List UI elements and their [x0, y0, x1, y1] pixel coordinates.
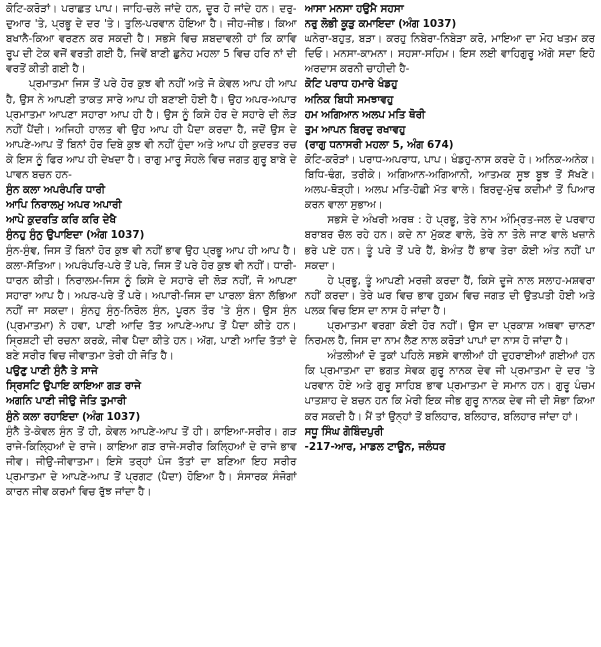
body-paragraph: ਸੁੰਨ-ਸੁੰਞ, ਜਿਸ ਤੋਂ ਬਿਨਾਂ ਹੋਰ ਕੁਝ ਵੀ ਨਹੀਂ ਭਾਵ ਉਹ ਪ੍ਰਭੂ ਆਪ ਹੀ ਆਪ ਹੈ। ਕਲਾ-ਸੱਤਿਆ। ਅਪਰੰਪਰਿ-ਪਰੇ ਤੋਂ ਪਰੇ, ਜਿਸ ਤੋਂ ਪਰੇ ਹੋਰ ਕੁਝ ਵੀ ਨਹੀਂ। ਧਾਰੀ-ਧਾਰਨ ਕੀਤੀ। ਨਿਰਾਲਮ-ਜਿਸ ਨੂੰ ਕਿਸੇ ਦੇ ਸਹਾਰੇ ਦੀ ਲੋੜ ਨਹੀਂ, ਜੋ ਆਪਣਾ ਸਹਾਰਾ ਆਪ ਹੈ। ਅਪਰ-ਪਰੇ ਤੋਂ ਪਰੇ। ਅਪਾਰੀ-ਜਿਸ ਦਾ ਪਾਰਲਾ ਬੰਨਾ ਲੱਭਿਆ ਨਹੀਂ ਜਾ ਸਕਦਾ। ਸੁੰਨਹੁ ਸੁੰਨੁ-ਨਿਰੋਲ ਸੁੰਨ, ਪੂਰਨ ਤੌਰ 'ਤੇ ਸੁੰਨ। ਉਸ ਸੁੰਨ (ਪ੍ਰਮਾਤਮਾ) ਨੇ ਹਵਾ, ਪਾਣੀ ਆਦਿ ਤੱਤ ਆਪਣੇ-ਆਪ ਤੋਂ ਪੈਦਾ ਕੀਤੇ ਹਨ। ਸ੍ਰਿਸ਼ਟੀ ਦੀ ਰਚਨਾ ਕਰਕੇ, ਜੀਵ ਪੈਦਾ ਕੀਤੇ ਹਨ। ਅੱਗ, ਪਾਣੀ ਆਦਿ ਤੱਤਾਂ ਦੇ ਬਣੇ ਸਰੀਰ ਵਿਚ ਜੀਵਾਤਮਾ ਤੇਰੀ ਹੀ ਜੋਤਿ ਹੈ। — [6, 244, 297, 363]
body-paragraph: ਕੋਟਿ-ਕਰੋੜਾਂ। ਪਰਾਛਤ ਪਾਪ। ਜਾਹਿ-ਚਲੇ ਜਾਂਦੇ ਹਨ, ਦੂਰ ਹੋ ਜਾਂਦੇ ਹਨ। ਦਰੁ-ਦੁਆਰ 'ਤੇ, ਪ੍ਰਭੂ ਦੇ ਦਰ 'ਤੇ। ਤੁਲਿ-ਪਰਵਾਨ ਹੋਇਆ ਹੈ। ਜੀਹ-ਜੀਭ। ਕਿਆ ਬਖਾਨੈ-ਕਿਆ ਵਰਣਨ ਕਰ ਸਕਦੀ ਹੈ। ਸਭਸੇ ਵਿਚ ਸ਼ਬਦਾਵਲੀ ਹਾਂ ਕਿ ਕਾਵਿ ਰੂਪ ਦੀ ਟੇਕ ਵਜੋਂ ਵਰਤੀ ਗਈ ਹੈ, ਜਿਵੇਂ ਬਾਣੀ ਛੁਨੇਹ ਮਹਲਾ 5 ਵਿਚ ਹਰਿ ਨਾਂ ਦੀ ਵਰਤੋਂ ਕੀਤੀ ਗਈ ਹੈ। — [6, 3, 297, 76]
body-paragraph: ਅੰਤਲੀਆਂ ਦੋ ਤੁਕਾਂ ਪਹਿਲੇ ਸਭਸੇ ਵਾਲੀਆਂ ਹੀ ਦੁਹਰਾਈਆਂ ਗਈਆਂ ਹਨ ਕਿ ਪ੍ਰਮਾਤਮਾ ਦਾ ਭਗਤ ਸੇਵਕ ਗੁਰੂ ਨਾਨਕ ਦੇਵ ਜੀ ਪ੍ਰਮਾਤਮਾ ਦੇ ਦਰ 'ਤੇ ਪਰਵਾਨ ਹੋਏ ਅਤੇ ਗੁਰੂ ਸਾਹਿਬ ਭਾਵ ਪ੍ਰਮਾਤਮਾ ਦੇ ਸਮਾਨ ਹਨ। ਗੁਰੂ ਪੰਚਮ ਪਾਤਸ਼ਾਹ ਦੇ ਬਚਨ ਹਨ ਕਿ ਮੇਰੀ ਇਕ ਜੀਭ ਗੁਰੂ ਨਾਨਕ ਦੇਵ ਜੀ ਦੀ ਸੋਭਾ ਕਿਆ ਕਰ ਸਕਦੀ ਹੈ। ਮੈਂ ਤਾਂ ਉਨ੍ਹਾਂ ਤੋਂ ਬਲਿਹਾਰ, ਬਲਿਹਾਰ, ਬਲਿਹਾਰ ਜਾਂਦਾ ਹਾਂ। — [304, 350, 595, 423]
body-paragraph: ਘਨੇਰਾ-ਬਹੁਤ, ਬੜਾ। ਕਰਹੁ ਨਿਬੇਰਾ-ਨਿਬੇੜਾ ਕਰੋ, ਮਾਇਆ ਦਾ ਮੋਹ ਖਤਮ ਕਰ ਦਿਓ। ਮਨਸਾ-ਕਾਮਨਾ। ਸਹਸਾ-ਸਹਿਮ। ਇਸ ਲਈ ਵਾਹਿਗੁਰੂ ਅੱਗੇ ਸਦਾ ਇਹੋ ਅਰਦਾਸ ਕਰਨੀ ਚਾਹੀਦੀ ਹੈ- — [304, 33, 595, 76]
right-column — [305, 2, 596, 647]
body-paragraph: ਪ੍ਰਮਾਤਮਾ ਵਰਗਾ ਕੋਈ ਹੋਰ ਨਹੀਂ। ਉਸ ਦਾ ਪ੍ਰਕਾਸ਼ ਅਥਵਾ ਚਾਨਣਾ ਨਿਰਮਲ ਹੈ, ਜਿਸ ਦਾ ਨਾਮ ਲੈਣ ਨਾਲ ਕਰੋੜਾਂ ਪਾਪਾਂ ਦਾ ਨਾਸ ਹੋ ਜਾਂਦਾ ਹੈ। — [304, 319, 595, 348]
author-signature: ਸਧੂ ਸਿੰਘ ਗੋਬਿੰਦਪੁਰੀ -217-ਆਰ, ਮਾਡਲ ਟਾਊਨ, ਜਲੰਧਰ — [304, 425, 446, 453]
scripture-quote: ਆਸਾ ਮਨਸਾ ਹਉਮੈ ਸਹਸਾ ਨਰੁ ਲੋਭੀ ਕੂੜੁ ਕਮਾਇਦਾ (ਅੰਗ 1037) — [304, 3, 457, 31]
scripture-quote: ਸੁੰਨ ਕਲਾ ਅਪਰੰਪਰਿ ਧਾਰੀ ਆਪਿ ਨਿਰਾਲਮੁ ਅਪਰ ਅਪਾਰੀ ਆਪੇ ਕੁਦਰਤਿ ਕਰਿ ਕਰਿ ਦੇਖੈ ਸੁੰਨਹੁ ਸੁੰਨੁ ਉਪਾਇਦਾ (ਅੰਗ 1037) — [6, 184, 145, 242]
body-paragraph: ਸੁੰਨੈ ਤੇ-ਕੇਵਲ ਸੁੰਨ ਤੋਂ ਹੀ, ਕੇਵਲ ਆਪਣੇ-ਆਪ ਤੋਂ ਹੀ। ਕਾਇਆ-ਸਰੀਰ। ਗੜ ਰਾਜੇ-ਕਿਲ੍ਹਿਆਂ ਦੇ ਰਾਜੇ। ਕਾਇਆ ਗੜ ਰਾਜੇ-ਸਰੀਰ ਕਿਲ੍ਹਿਆਂ ਦੇ ਰਾਜੇ ਭਾਵ ਜੀਵ। ਜੀਉ-ਜੀਵਾਤਮਾ। ਇਸੇ ਤਰ੍ਹਾਂ ਪੰਜ ਤੱਤਾਂ ਦਾ ਬਣਿਆ ਇਹ ਸਰੀਰ ਪ੍ਰਮਾਤਮਾ ਦੇ ਆਪਣੇ-ਆਪ ਤੋਂ ਪ੍ਰਗਟ (ਪੈਦਾ) ਹੋਇਆ ਹੈ। ਸੰਸਾਰਕ ਸੰਜੋਗਾਂ ਕਾਰਨ ਜੀਵ ਕਰਮਾਂ ਵਿਚ ਰੁੱਝ ਜਾਂਦਾ ਹੈ। — [6, 425, 297, 498]
body-paragraph: ਹੇ ਪ੍ਰਭੂ, ਤੂੰ ਆਪਣੀ ਮਰਜ਼ੀ ਕਰਦਾ ਹੈਂ, ਕਿਸੇ ਦੂਜੇ ਨਾਲ ਸਲਾਹ-ਮਸ਼ਵਰਾ ਨਹੀਂ ਕਰਦਾ। ਤੇਰੇ ਘਰ ਵਿਚ ਭਾਵ ਹੁਕਮ ਵਿਚ ਜਗਤ ਦੀ ਉਤਪਤੀ ਹੋਈ ਅਤੇ ਪਲਕ ਵਿਚ ਇਸ ਦਾ ਨਾਸ ਹੋ ਜਾਂਦਾ ਹੈ। — [304, 274, 595, 317]
body-paragraph: ਸਭਸੇ ਦੇ ਅੰਖਰੀ ਅਰਥ : ਹੇ ਪ੍ਰਭੂ, ਤੇਰੇ ਨਾਮ ਅੰਮ੍ਰਿਤ-ਜਲ ਦੇ ਪਰਵਾਹ ਬਰਾਬਰ ਚੱਲ ਰਹੇ ਹਨ। ਕਦੇ ਨਾ ਮੁੱਕਣ ਵਾਲੇ, ਤੇਰੇ ਨਾ ਤੋਲੇ ਜਾਣ ਵਾਲੇ ਖਜ਼ਾਨੇ ਭਰੇ ਪਏ ਹਨ। ਤੂੰ ਪਰੇ ਤੋਂ ਪਰੇ ਹੈਂ, ਬੇਅੰਤ ਹੈਂ ਭਾਵ ਤੇਰਾ ਕੋਈ ਅੰਤ ਨਹੀਂ ਪਾ ਸਕਦਾ। — [304, 214, 595, 272]
body-paragraph: ਪ੍ਰਮਾਤਮਾ ਜਿਸ ਤੋਂ ਪਰੇ ਹੋਰ ਕੁਝ ਵੀ ਨਹੀਂ ਅਤੇ ਜੋ ਕੇਵਲ ਆਪ ਹੀ ਆਪ ਹੈ, ਉਸ ਨੇ ਆਪਣੀ ਤਾਕਤ ਸਾਰੇ ਆਪ ਹੀ ਬਣਾਈ ਹੋਈ ਹੈ। ਉਹ ਅਪਰ-ਅਪਾਰ ਪ੍ਰਮਾਤਮਾ ਆਪਣਾ ਸਹਾਰਾ ਆਪ ਹੀ ਹੈ। ਉਸ ਨੂੰ ਕਿਸੇ ਹੋਰ ਦੇ ਸਹਾਰੇ ਦੀ ਲੋੜ ਨਹੀਂ ਪੈਂਦੀ। ਅਜਿਹੀ ਹਾਲਤ ਵੀ ਉਹ ਆਪ ਹੀ ਪੈਦਾ ਕਰਦਾ ਹੈ, ਜਦੋਂ ਉਸ ਦੇ ਆਪਣੇ-ਆਪ ਤੋਂ ਬਿਨਾਂ ਹੋਰ ਦਿਬੇ ਕੁਝ ਵੀ ਨਹੀਂ ਹੁੰਦਾ ਅਤੇ ਆਪ ਹੀ ਕੁਦਰਤ ਰਚ ਕੇ ਇਸ ਨੂੰ ਫਿਰ ਆਪ ਹੀ ਦੇਖਦਾ ਹੈ। ਰਾਗੁ ਮਾਰੂ ਸੋਹਲੇ ਵਿਚ ਜਗਤ ਗੁਰੂ ਬਾਬੇ ਦੇ ਪਾਵਨ ਬਚਨ ਹਨ- — [6, 78, 297, 182]
body-paragraph: ਕੋਟਿ-ਕਰੋੜਾਂ। ਪਰਾਧ-ਅਪਰਾਧ, ਪਾਪ। ਖੰਡਹੁ-ਨਾਸ ਕਰਦੇ ਹੋ। ਅਨਿਕ-ਅਨੇਕ। ਬਿਧਿ-ਢੰਗ, ਤਰੀਕੇ। ਅਗਿਆਨ-ਅਗਿਆਨੀ, ਆਤਮਕ ਸੂਝ ਬੂਝ ਤੋਂ ਸੱਖਣੇ। ਅਲਪ-ਥੋੜ੍ਹੀ। ਅਲਪ ਮਤਿ-ਹੋਛੀ ਮੱਤ ਵਾਲੇ। ਬਿਰਦੁ-ਮੁੱਢ ਕਦੀਮਾਂ ਤੋਂ ਪਿਆਰ ਕਰਨ ਵਾਲਾ ਸੁਭਾਅ। — [304, 153, 595, 212]
scripture-quote: ਕੋਟਿ ਪਰਾਧ ਹਮਾਰੇ ਖੰਡਹੁ ਅਨਿਕ ਬਿਧੀ ਸਮਝਾਵਹੁ ਹਮ ਅਗਿਆਨ ਅਲਪ ਮਤਿ ਥੋਰੀ ਤੁਮ ਆਪਨ ਬਿਰਦੁ ਰਖਾਵਹੁ (ਰਾਗੁ ਧਨਾਸਰੀ ਮਹਲਾ 5, ਅੰਗ 674) — [304, 78, 454, 151]
scripture-quote: ਪਉਣੁ ਪਾਣੀ ਸੁੰਨੈ ਤੇ ਸਾਜੇ ਸ੍ਰਿਸਟਿ ਉਪਾਇ ਕਾਇਆ ਗੜ ਰਾਜੇ ਅਗਨਿ ਪਾਣੀ ਜੀਉ ਜੋਤਿ ਤੁਮਾਰੀ ਸੁੰਨੇ ਕਲਾ ਰਹਾਇਦਾ (ਅੰਗ 1037) — [6, 365, 141, 423]
left-column — [6, 2, 297, 647]
